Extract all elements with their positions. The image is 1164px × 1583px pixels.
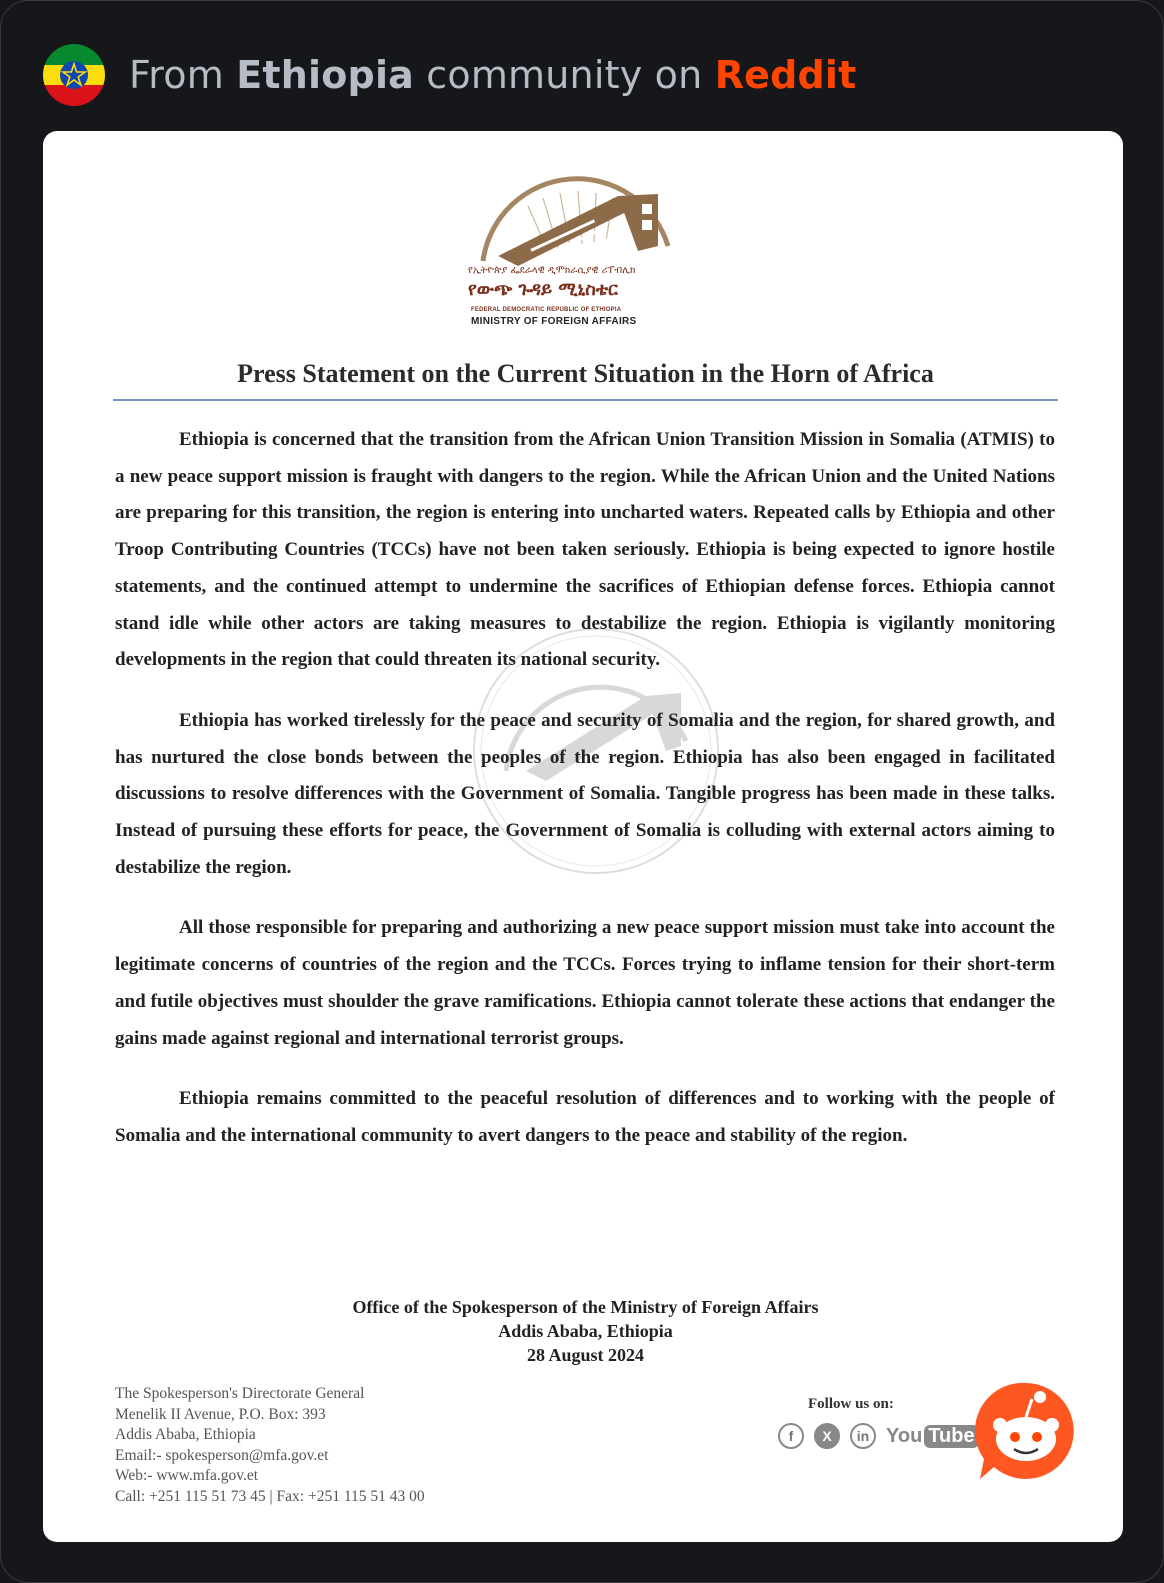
youtube-icon [886, 1425, 979, 1448]
title-divider [113, 399, 1058, 401]
community-name[interactable]: Ethiopia [236, 53, 415, 97]
reddit-snoo-icon[interactable] [974, 1379, 1078, 1483]
contact-web: Web:- www.mfa.gov.et [115, 1467, 259, 1484]
contact-directorate: The Spokesperson's Directorate General [115, 1385, 365, 1402]
follow-label: Follow us on: [808, 1396, 894, 1412]
facebook-icon: f [778, 1423, 804, 1449]
signature-city: Addis Ababa, Ethiopia [498, 1321, 673, 1341]
paragraph: Ethiopia has worked tirelessly for the peace and security of Somalia and the region, for shared growth, and has nurtured the close bonds between the peoples of the region. Ethiopia has also been engaged in facilitated discussions to resolve differences with the Government of Somalia. Tangible progress has been made in these talks. Instead of pursuing these efforts for peace, the Government of Somalia is colluding with external actors aiming to destabilize the region. [115, 709, 1055, 878]
source-line [129, 53, 857, 97]
contact-phone: Call: +251 115 51 73 45 | Fax: +251 115 51 43 00 [115, 1487, 425, 1505]
letterhead-fdre: FEDERAL DEMOCRATIC REPUBLIC OF ETHIOPIA [471, 307, 622, 313]
signature-date: 28 August 2024 [526, 1345, 645, 1365]
letterhead-mofa: MINISTRY OF FOREIGN AFFAIRS [471, 316, 637, 327]
paragraph: Ethiopia remains committed to the peaceful resolution of differences and to working with the people of Somalia and the international community to avert dangers to the peace and stability of the region. [115, 1088, 1055, 1146]
letterhead-amharic-small: የኢትዮጵያ ፌደራላዊ ዲሞክራሲያዊ ሪፐብሊክ [468, 265, 636, 276]
signature-office: Office of the Spokesperson of the Ministry of Foreign Affairs [352, 1297, 819, 1317]
ethiopia-flag-icon [43, 44, 105, 106]
signature-block [113, 1295, 1058, 1367]
youtube-you: You [886, 1424, 923, 1447]
source-middle: community on [414, 53, 715, 97]
contact-city: Addis Ababa, Ethiopia [115, 1426, 256, 1443]
linkedin-icon: in [850, 1423, 876, 1449]
x-icon: X [814, 1423, 840, 1449]
source-prefix: From [129, 53, 237, 97]
paragraph: Ethiopia is concerned that the transition from the African Union Transition Mission in Somalia (ATMIS) to a new peace support mission is fraught with dangers to the region. While the African Union and the United Nations are preparing for this transition, the region is entering into uncharted waters. Repeated calls by Ethiopia and other Troop Contributing Countries (TCCs) have not been taken seriously. Ethiopia is being expected to ignore hostile statements, and the continued attempt to undermine the sacrifices of Ethiopian defense forces. Ethiopia cannot stand idle while other actors are taking measures to destabilize the region. Ethiopia is vigilantly monitoring developments in the region that could threaten its national security. [115, 429, 1055, 671]
contact-email: Email:- spokesperson@mfa.gov.et [115, 1446, 329, 1464]
social-icons [778, 1423, 979, 1449]
statement-body [115, 422, 1055, 1179]
contact-block [115, 1384, 515, 1507]
youtube-tube: Tube [924, 1425, 978, 1448]
contact-street: Menelik II Avenue, P.O. Box: 393 [115, 1405, 326, 1423]
ministry-logo [478, 166, 678, 296]
source-header[interactable] [43, 43, 857, 107]
statement-title: Press Statement on the Current Situation in the Horn of Africa [237, 359, 934, 388]
document-image [43, 131, 1123, 1542]
letterhead-amharic-large: የውጭ ጉዳይ ሚኒስቴር [468, 279, 618, 300]
platform-name[interactable]: Reddit [714, 53, 857, 97]
paragraph: All those responsible for preparing and authorizing a new peace support mission must take into account the legitimate concerns of countries of the region and the TCCs. Forces trying to inflame tension for their short-term and futile objectives must shoulder the grave ramifications. Ethiopia cannot tolerate these actions that endanger the gains made against regional and international terrorist groups. [115, 917, 1055, 1049]
